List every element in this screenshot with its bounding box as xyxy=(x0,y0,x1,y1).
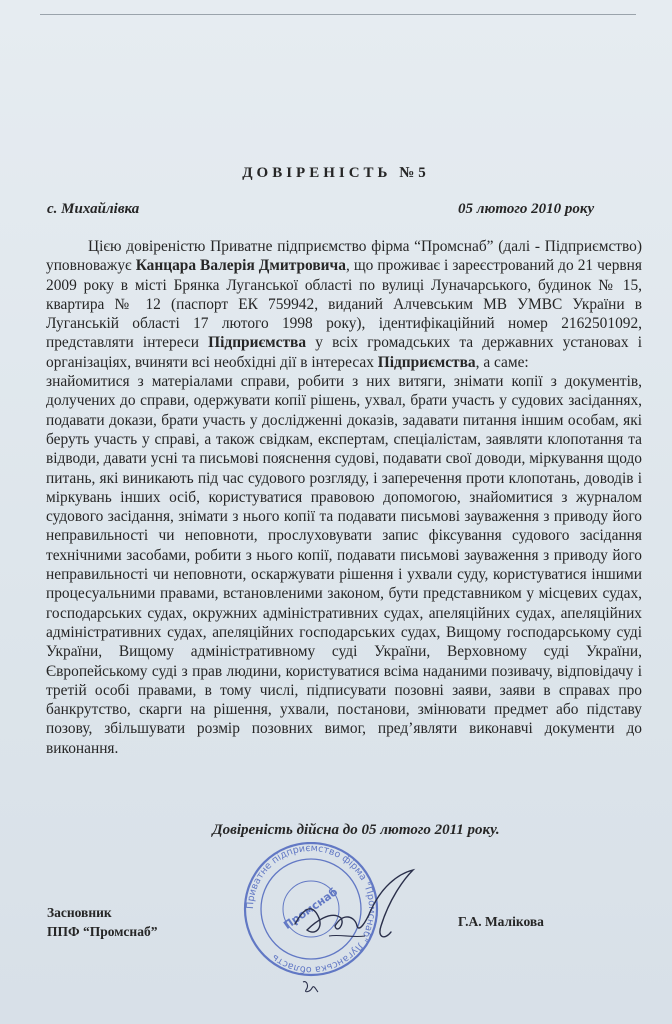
top-rule xyxy=(40,14,636,15)
intro-paragraph xyxy=(46,237,642,372)
company-ref: Підприємства xyxy=(377,353,476,371)
document-title: ДОВІРЕНІСТЬ №5 xyxy=(242,165,430,181)
handwritten-initial xyxy=(300,978,320,996)
representative-name: Канцара Валерія Дмитровича xyxy=(135,257,346,275)
signer-name: Г.А. Малікова xyxy=(458,914,544,929)
intro-text: , що проживає і зареєстрований до 21 червня 2009 року в місті Брянка Луганської області по вулиці Луначарського, будинок № 15, квартира № 12 (паспорт ЕК 759942, виданий Алчевським МВ УМВС України в Луганській області 17 лютого 1998 року), ідентифікаційний номер 2162501092, представляти інтереси xyxy=(46,257,642,352)
handwritten-signature xyxy=(285,866,425,956)
intro-text: , а саме: xyxy=(475,353,529,371)
stamp-center-text: Промснаб xyxy=(281,885,341,932)
powers-paragraph: знайомитися з матеріалами справи, робити з них витяги, знімати копії з документів, долучених до справи, одержувати копії рішень, ухвал, брати участь у судових засіданнях, подавати докази, брати участь у дослідженні доказів, задавати питання іншим особам, які беруть участь у справі, а також свідкам, експертам, спеціалістам, заявляти клопотання та відводи, давати усні та письмові пояснення судові, подавати свої доводи, міркування щодо питань, які виникають під час судового розгляду, і заперечення проти клопотань, доводів і міркувань інших осіб, користуватися правовою допомогою, знайомитися з журналом судового засідання, знімати з нього копії та подавати письмові зауваження з приводу його неправильності чи неповноти, прослуховувати запис фіксування судового засідання технічними засобами, робити з нього копії, подавати письмові зауваження з приводу його неправильності чи неповноти, оскаржувати рішення і ухвали суду, користуватися іншими процесуальними правами, встановленими законом, бути представником у місцевих судах, господарських судах, окружних адміністративних судах, апеляційних судах, апеляційних адміністративних судах, апеляційних господарських судах, Вищому господарському суді України, Вищому адміністративному суді України, Верховному суді України, Європейському суді з прав людини, користуватися всіма наданими позивачу, відповідачу і третій особі правами, в тому числі, підписувати позовні заяви, заяви в справах про банкрутство, скарги на рішення, ухвали, постанови, змінювати предмет або підставу позову, збільшувати розмір позовних вимог, пред’являти виконавчі документи до виконання. xyxy=(46,373,642,757)
document-date: 05 лютого 2010 року xyxy=(458,201,595,217)
founder-block xyxy=(47,903,157,941)
intro-text: у всіх громадських та державних установах і організаціях, вчиняти всі необхідні дії в інтересах xyxy=(46,334,642,371)
intro-text: Цією довіреністю Приватне підприємство фірма “Промснаб” (далі - Підприємство) уповноважує xyxy=(46,238,642,275)
founder-company: ППФ “Промснаб” xyxy=(47,924,158,939)
document-place: с. Михайлівка xyxy=(47,201,140,217)
company-ref: Підприємства xyxy=(208,334,307,352)
document-body xyxy=(46,237,642,758)
validity-statement: Довіреність дійсна до 05 лютого 2011 року. xyxy=(212,822,500,838)
stamp-outer-text: Приватне підприємство фірма "Промснаб" Луганська область xyxy=(244,842,378,976)
founder-title: Засновник xyxy=(47,905,112,920)
